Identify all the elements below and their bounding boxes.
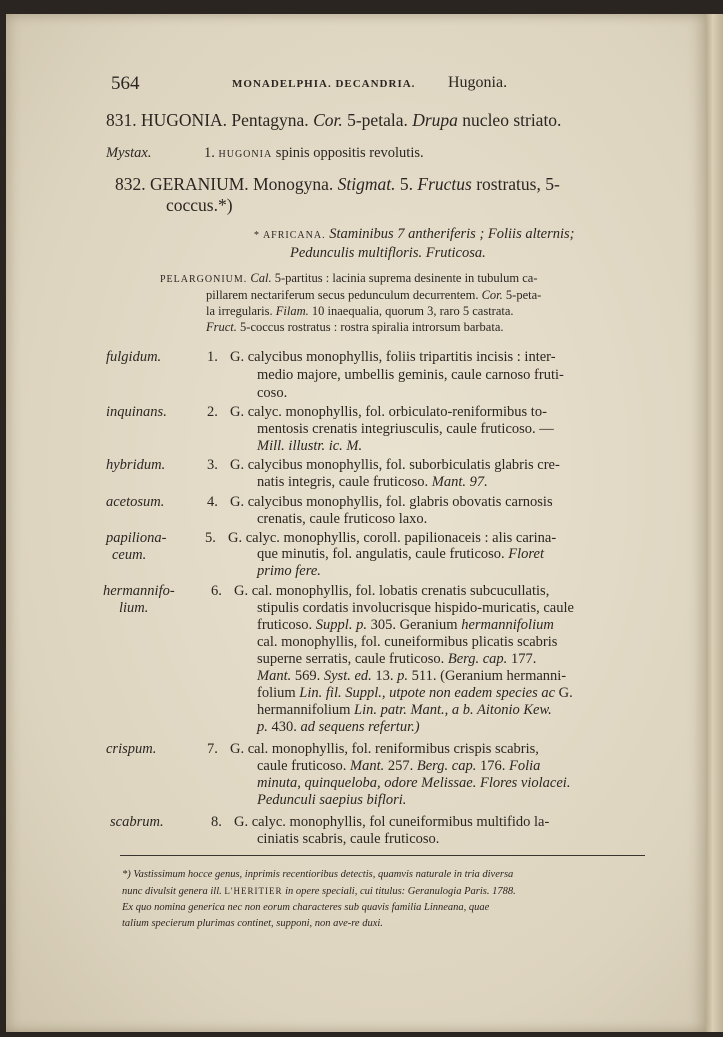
species-crispum-l4: Pedunculi saepius biflori. bbox=[257, 792, 407, 808]
species-fulgidum-l3: coso. bbox=[257, 385, 288, 401]
species-fulgidum-l1: G. calycibus monophyllis, foliis tripartitis incisis : inter- bbox=[230, 349, 556, 365]
species-inquinans-l2: mentosis crenatis integriusculis, caule fruticoso. — bbox=[257, 421, 554, 437]
species-name-papilionaceum-cont: ceum. bbox=[112, 547, 147, 563]
species-hermannifolium-l1: G. cal. monophyllis, fol. lobatis crenatis subcucullatis, bbox=[234, 583, 550, 599]
genus-entry-832-cont: coccus.*) bbox=[166, 195, 233, 215]
section-africana: * AFRICANA. Staminibus 7 antheriferis ; Foliis alternis; bbox=[254, 226, 575, 242]
section-pelargonium-l3: la irregularis. Filam. 10 inaequalia, quorum 3, raro 5 castrata. bbox=[206, 304, 514, 318]
species-crispum-l2: caule fruticoso. Mant. 257. Berg. cap. 176. Folia bbox=[257, 758, 541, 774]
species-hybridum-l2: natis integris, caule fruticoso. Mant. 97. bbox=[257, 474, 488, 490]
species-number-2: 2. bbox=[207, 404, 218, 420]
species-name-hermannifolium-cont: lium. bbox=[119, 600, 149, 616]
genus-entry-832: 832. GERANIUM. Monogyna. Stigmat. 5. Fructus rostratus, 5- bbox=[115, 174, 560, 194]
species-hermannifolium-l2: stipulis cordatis involucrisque hispido-muricatis, caule bbox=[257, 600, 574, 616]
section-pelargonium-l4: Fruct. 5-coccus rostratus : rostra spiralia introrsum barbata. bbox=[206, 320, 504, 334]
species-name-crispum: crispum. bbox=[106, 741, 157, 757]
species-scabrum-l1: G. calyc. monophyllis, fol cuneiformibus multifido la- bbox=[234, 814, 550, 830]
footnote-l2: nunc divulsit genera ill. L'HERITIER in opere speciali, cui titulus: Geranulogia Paris. 1788. bbox=[122, 886, 516, 897]
species-hermannifolium-l4: cal. monophyllis, fol. cuneiformibus plicatis scabris bbox=[257, 634, 558, 650]
species-name-fulgidum: fulgidum. bbox=[106, 349, 162, 365]
species-number-3: 3. bbox=[207, 457, 218, 473]
page-edge bbox=[706, 14, 723, 1032]
species-number-5: 5. bbox=[205, 530, 216, 546]
species-name-acetosum: acetosum. bbox=[106, 494, 165, 510]
footnote-l1: *) Vastissimum hocce genus, inprimis recentioribus detectis, quamvis naturale in tria diversa bbox=[122, 869, 514, 880]
species-inquinans-l1: G. calyc. monophyllis, fol. orbiculato-reniformibus to- bbox=[230, 404, 547, 420]
species-papilionaceum-l1: G. calyc. monophyllis, coroll. papilionaceis : alis carina- bbox=[228, 530, 557, 546]
section-pelargonium-l2: pillarem nectariferum secus pedunculum decurrentem. Cor. 5-peta- bbox=[206, 288, 542, 302]
species-hermannifolium-l7: folium Lin. fil. Suppl., utpote non eadem species ac G. bbox=[257, 685, 573, 701]
species-name-hybridum: hybridum. bbox=[106, 457, 166, 473]
species-number-4: 4. bbox=[207, 494, 218, 510]
species-acetosum-l2: crenatis, caule fruticoso laxo. bbox=[257, 511, 428, 527]
species-number-7: 7. bbox=[207, 741, 218, 757]
species-fulgidum-l2: medio majore, umbellis geminis, caule carnoso fruti- bbox=[257, 367, 564, 383]
species-name-papilionaceum: papiliona- bbox=[106, 530, 167, 546]
section-pelargonium-l1: PELARGONIUM. Cal. 5-partitus : lacinia suprema desinente in tubulum ca- bbox=[160, 271, 538, 285]
section-africana-cont: Pedunculis multifloris. Fruticosa. bbox=[290, 245, 486, 261]
species-number-1: 1. bbox=[207, 349, 218, 365]
footnote-l4: talium specierum plurimas continet, supponi, non ave-re duxi. bbox=[122, 918, 383, 929]
species-hermannifolium-l5: superne serratis, caule fruticoso. Berg. cap. 177. bbox=[257, 651, 537, 667]
running-genus: Hugonia. bbox=[448, 74, 508, 91]
species-acetosum-l1: G. calycibus monophyllis, fol. glabris obovatis carnosis bbox=[230, 494, 553, 510]
species-name-inquinans: inquinans. bbox=[106, 404, 167, 420]
genus-entry-831: 831. HUGONIA. Pentagyna. Cor. 5-petala. Drupa nucleo striato. bbox=[106, 110, 562, 130]
species-number-6: 6. bbox=[211, 583, 222, 599]
footnote-l3: Ex quo nomina generica nec non eorum characteres sub quavis familia Linneana, quae bbox=[122, 902, 490, 913]
running-title: MONADELPHIA. DECANDRIA. bbox=[232, 78, 416, 90]
species-papilionaceum-l3: primo fere. bbox=[257, 563, 321, 579]
page-number: 564 bbox=[111, 73, 140, 94]
species-crispum-l1: G. cal. monophyllis, fol. reniformibus crispis scabris, bbox=[230, 741, 539, 757]
species-name-hermannifolium: hermannifo- bbox=[103, 583, 175, 599]
species-papilionaceum-l2: que minutis, fol. angulatis, caule fruticoso. Floret bbox=[257, 546, 544, 562]
species-hermannifolium-l6: Mant. 569. Syst. ed. 13. p. 511. (Geranium hermanni- bbox=[257, 668, 567, 684]
species-crispum-l3: minuta, quinqueloba, odore Melissae. Flores violacei. bbox=[257, 775, 571, 791]
species-name-mystax: Mystax. bbox=[106, 145, 152, 161]
species-hermannifolium-l9: p. 430. ad sequens refertur.) bbox=[257, 719, 420, 735]
species-inquinans-l3: Mill. illustr. ic. M. bbox=[257, 438, 363, 454]
species-mystax: 1. HUGONIA spinis oppositis revolutis. bbox=[204, 145, 424, 161]
species-hybridum-l1: G. calycibus monophyllis, fol. suborbiculatis glabris cre- bbox=[230, 457, 560, 473]
species-hermannifolium-l3: fruticoso. Suppl. p. 305. Geranium hermannifolium bbox=[257, 617, 554, 633]
footnote-rule bbox=[120, 855, 645, 856]
species-name-scabrum: scabrum. bbox=[110, 814, 164, 830]
species-hermannifolium-l8: hermannifolium Lin. patr. Mant., a b. Aitonio Kew. bbox=[257, 702, 552, 718]
species-number-8: 8. bbox=[211, 814, 222, 830]
species-scabrum-l2: ciniatis scabris, caule fruticoso. bbox=[257, 831, 440, 847]
